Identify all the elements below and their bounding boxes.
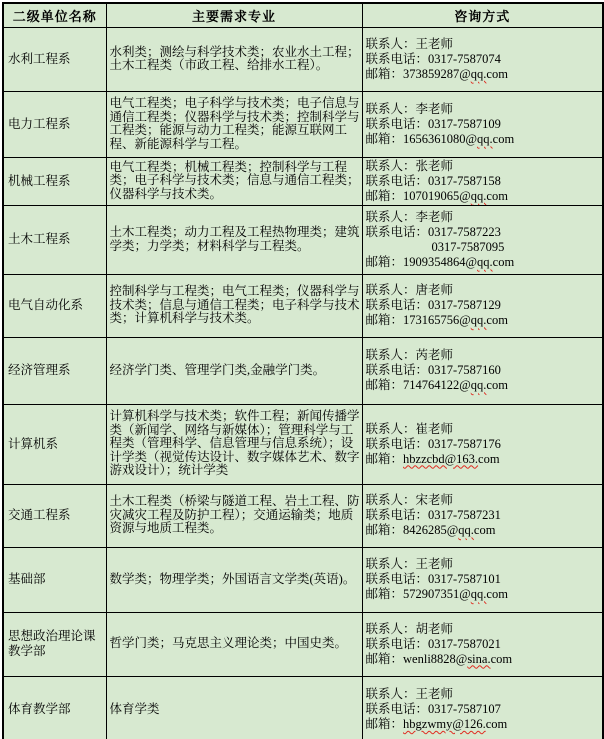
contact-phone-line [366,508,601,523]
unit-name: 电气自动化系 [8,298,84,312]
majors-text: 土木工程类；动力工程及工程热物理类；建筑学类；力学类；材料科学与工程类。 [109,225,360,253]
contact-phone-number: 0317-7587129 [428,298,501,312]
contact-email-prefix: 1656361080@ [403,131,478,146]
majors-text: 水利类；测绘与科学技术类；农业水土工程；土木工程类（市政工程、给排水工程）。 [109,44,360,72]
email-wavy-text: qq. [470,313,487,327]
unit-name-cell[interactable] [3,205,106,274]
unit-name: 体育教学部 [8,701,71,716]
contact-phone-line [366,363,601,378]
contact-person-line [366,622,601,637]
contact-cell[interactable] [362,337,603,404]
contact-email-label: 邮箱： [365,651,404,666]
contact-cell[interactable] [362,274,603,337]
contact-email-line [366,523,601,538]
contact-person-line [366,159,601,174]
table-row [3,274,603,337]
contact-email-suffix: com [478,451,500,466]
contact-email-prefix: 173165756@ [403,313,471,327]
majors-text: 经济学门类、管理学门类,金融学门类。 [109,362,326,377]
contact-phone2-line [366,240,601,255]
email-wavy-text: qq. [470,66,487,81]
majors-text: 数学类；物理学类；外国语言文学类(英语)。 [109,571,356,586]
table-row [3,27,603,91]
contact-cell[interactable] [362,676,603,739]
contact-cell[interactable] [362,205,603,274]
contact-phone-label: 联系电话： [365,508,429,522]
contact-phone-label: 联系电话： [365,701,429,716]
contact-email-label: 邮箱： [365,313,404,327]
contact-email-label: 邮箱： [365,716,404,731]
unit-name: 土木工程系 [8,232,71,246]
contact-phone-number: 0317-7587176 [428,436,501,451]
contact-email-line [366,132,601,147]
unit-name-cell[interactable] [3,404,106,484]
table-row [3,91,603,157]
majors-text: 哲学门类；马克思主义理论类；中国史类。 [109,636,348,651]
contact-phone-number: 0317-7587107 [428,701,501,716]
contact-phone-label: 联系电话： [365,363,429,377]
contact-email-label: 邮箱： [365,587,404,601]
contact-person-line [366,422,601,437]
contact-phone-label: 联系电话： [365,224,429,239]
majors-cell[interactable] [106,157,362,205]
contact-cell[interactable] [362,612,603,676]
contact-email-line [366,67,601,82]
contact-phone-line [366,52,601,67]
majors-cell[interactable] [106,612,362,676]
contact-email-suffix: com [492,131,515,146]
email-wavy-text: sina. [467,651,491,666]
contact-phone-number: 0317-7587101 [428,572,501,586]
unit-name-cell[interactable] [3,484,106,547]
unit-name-cell[interactable] [3,547,106,612]
majors-cell[interactable] [106,91,362,157]
contact-person-line [366,283,601,298]
contact-phone-label: 联系电话： [365,116,429,131]
email-wavy-text: hbgzwmy@126. [403,716,486,731]
email-wavy-text: qq. [470,378,487,392]
contact-person-name: 唐老师 [415,283,454,297]
majors-cell[interactable] [106,337,362,404]
table-header-row [3,3,603,27]
majors-text: 电气工程类；电子科学与技术类；电子信息与通信工程类；仪器科学与技术类；控制科学与工程类；能源与动力工程类；能源互联网工程、新能源科学与工程。 [109,96,360,151]
header-unit-name: 二级单位名称 [3,3,106,27]
table-row [3,484,603,547]
contact-phone-number: 0317-7587223 [428,224,501,239]
contact-person-name: 张老师 [415,158,454,173]
contact-email-label: 邮箱： [365,378,404,392]
majors-cell[interactable] [106,676,362,739]
table-row [3,205,603,274]
email-wavy-text: qq. [458,523,474,537]
contact-person-label: 联系人： [365,209,416,224]
majors-text: 电气工程类；机械工程类；控制科学与工程类；电子科学与技术类；信息与通信工程类；仪器科学与技术类。 [109,159,360,201]
majors-cell[interactable] [106,27,362,91]
contact-person-name: 王老师 [415,36,454,51]
contact-person-name: 王老师 [415,686,454,701]
contact-email-suffix: com [485,716,508,731]
contact-person-line [366,557,601,572]
unit-name: 经济管理系 [8,363,71,377]
contact-person-line [366,102,601,117]
contact-person-name: 宋老师 [415,493,454,507]
contact-phone-label: 联系电话： [365,173,429,188]
contact-email-suffix: com [473,523,496,537]
contact-person-name: 李老师 [415,101,454,116]
contact-person-label: 联系人： [365,283,416,297]
contact-email-prefix: 8426285@ [403,523,459,537]
contact-email-line [366,313,601,328]
email-wavy-text: qq. [470,587,487,601]
contact-email-line [366,452,601,467]
contact-email-label: 邮箱： [365,188,404,203]
contact-email-suffix: com [486,66,508,81]
header-contact-method: 咨询方式 [362,3,603,27]
majors-cell[interactable] [106,547,362,612]
contact-person-name: 芮老师 [415,348,454,362]
unit-name-cell[interactable] [3,27,106,91]
unit-name: 电力工程系 [8,116,71,131]
unit-name-cell[interactable] [3,274,106,337]
header-required-majors: 主要需求专业 [106,3,362,27]
contact-cell[interactable] [362,91,603,157]
contact-phone-line [366,298,601,313]
table-row [3,404,603,484]
contact-email-line [366,587,601,602]
contact-phone-line [366,437,601,452]
unit-name: 基础部 [8,572,46,586]
contact-phone-label: 联系电话： [365,572,429,586]
contact-person-label: 联系人： [365,348,416,362]
contact-person-line [366,493,601,508]
unit-name-cell[interactable] [3,612,106,676]
contact-person-line [366,37,601,52]
contact-phone-label: 联系电话： [365,51,429,66]
contact-email-prefix: 714764122@ [403,378,471,392]
contact-email-suffix: com [486,313,508,327]
contact-email-suffix: com [486,188,508,203]
contact-cell[interactable] [362,547,603,612]
contact-cell[interactable] [362,27,603,91]
contact-phone-number: 0317-7587231 [428,508,501,522]
contact-phone-number: 0317-7587021 [428,636,501,651]
unit-name-cell[interactable] [3,337,106,404]
majors-cell[interactable] [106,274,362,337]
contact-email-label: 邮箱： [365,131,404,146]
table-body [3,27,603,739]
contact-phone-line [366,117,601,132]
contact-person-line [366,348,601,363]
contact-email-line [366,378,601,393]
email-wavy-text: qq. [470,188,487,203]
table-row [3,612,603,676]
contact-person-label: 联系人： [365,36,416,51]
unit-name: 机械工程系 [8,173,71,188]
email-wavy-text: hbzzcbd@163. [403,451,479,466]
contact-email-line [366,717,601,732]
contact-phone2-number: 0317-7587095 [431,239,505,254]
contact-email-suffix: com [490,651,513,666]
contact-email-prefix: wenli8828@ [403,651,468,666]
table-row [3,157,603,205]
unit-name-cell[interactable] [3,676,106,739]
contact-person-label: 联系人： [365,621,416,636]
contact-cell[interactable] [362,404,603,484]
majors-cell[interactable] [106,205,362,274]
majors-text: 计算机科学与技术类；软件工程；新闻传播学类（新闻学、网络与新媒体）；管理科学与工程类（管理科学、信息管理与信息系统）；设计学类（视觉传达设计、数字媒体艺术、数字游戏设计）；统计学类 [109,409,360,478]
contact-phone-number: 0317-7587109 [428,116,501,131]
contact-email-label: 邮箱： [365,66,404,81]
contact-phone-label: 联系电话： [365,298,429,312]
table-row [3,547,603,612]
unit-name: 思想政治理论课教学部 [8,629,96,658]
contact-person-name: 胡老师 [415,621,454,636]
contact-person-name: 李老师 [415,209,454,224]
contact-cell[interactable] [362,484,603,547]
contact-phone-line [366,702,601,717]
contact-phone-line [366,572,601,587]
contact-email-label: 邮箱： [365,451,404,466]
contact-person-line [366,687,601,702]
contact-person-line [366,210,601,225]
contact-email-suffix: com [492,254,515,269]
contact-email-line [366,189,601,204]
majors-text: 体育学类 [109,701,160,716]
contact-person-name: 王老师 [415,557,454,571]
unit-name: 交通工程系 [8,508,71,522]
contact-person-label: 联系人： [365,158,416,173]
contact-email-prefix: 1909354864@ [403,254,478,269]
contact-email-suffix: com [486,587,508,601]
contact-email-line [366,255,601,270]
contact-phone-line [366,637,601,652]
contact-person-label: 联系人： [365,493,416,507]
contact-phone-label: 联系电话： [365,636,429,651]
contact-phone-number: 0317-7587158 [428,173,501,188]
contact-email-label: 邮箱： [365,523,404,537]
contact-email-prefix: 572907351@ [403,587,471,601]
recruitment-table [2,2,604,739]
email-wavy-text: qq. [477,131,493,146]
contact-person-label: 联系人： [365,686,416,701]
contact-phone-label: 联系电话： [365,436,429,451]
majors-text: 土木工程类（桥梁与隧道工程、岩土工程、防灾减灾工程及防护工程）；交通运输类；地质资源与地质工程类。 [109,494,360,536]
contact-person-label: 联系人： [365,557,416,571]
table-row [3,337,603,404]
contact-email-prefix: 373859287@ [403,66,471,81]
contact-phone-line [366,225,601,240]
contact-email-prefix: 107019065@ [403,188,471,203]
contact-person-label: 联系人： [365,421,416,436]
table-row [3,676,603,739]
contact-person-name: 崔老师 [415,421,454,436]
contact-email-suffix: com [486,378,508,392]
contact-cell[interactable] [362,157,603,205]
contact-person-label: 联系人： [365,101,416,116]
contact-email-line [366,652,601,667]
email-wavy-text: qq. [477,254,493,269]
majors-cell[interactable] [106,484,362,547]
unit-name: 水利工程系 [8,51,71,66]
majors-cell[interactable] [106,404,362,484]
majors-text: 控制科学与工程类；电气工程类；仪器科学与技术类；信息与通信工程类；电子科学与技术类；计算机科学与技术类。 [109,284,360,326]
contact-phone-number: 0317-7587160 [428,363,501,377]
contact-email-label: 邮箱： [365,254,404,269]
unit-name-cell[interactable] [3,91,106,157]
contact-phone-number: 0317-7587074 [428,51,501,66]
contact-phone-line [366,174,601,189]
unit-name: 计算机系 [8,436,59,451]
unit-name-cell[interactable] [3,157,106,205]
